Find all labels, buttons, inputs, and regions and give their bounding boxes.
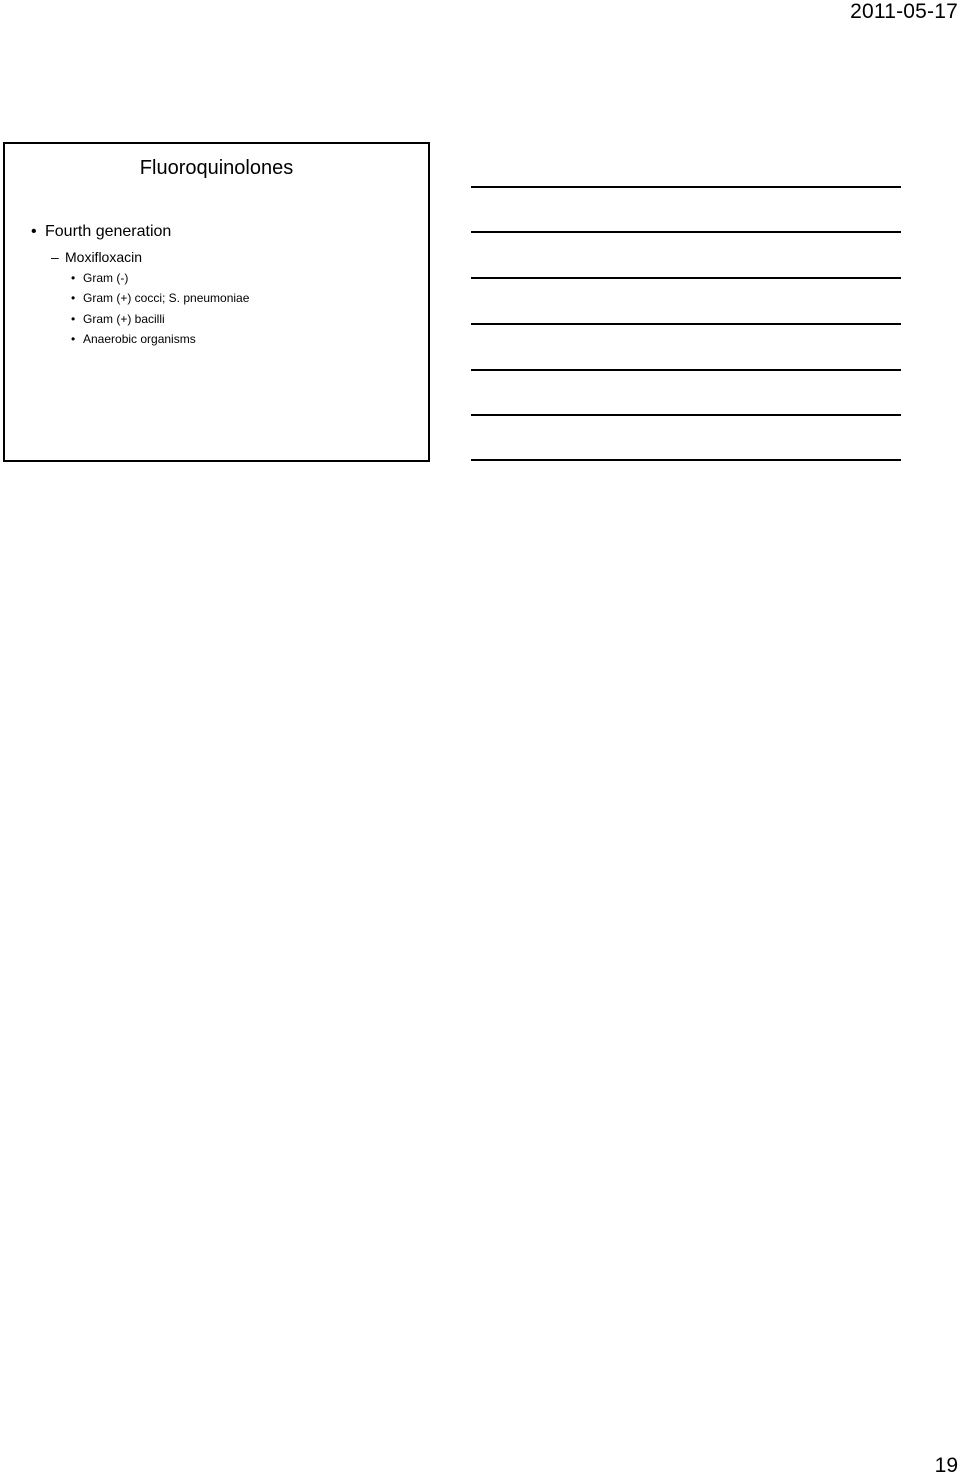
bullet-text: Moxifloxacin bbox=[65, 249, 143, 265]
bullet-level1 bbox=[31, 222, 171, 242]
bullet-marker: • bbox=[71, 271, 76, 285]
bullet-text: Gram (+) bacilli bbox=[83, 312, 165, 326]
bullet-marker: • bbox=[71, 291, 76, 305]
page-number: 19 bbox=[934, 1454, 958, 1477]
bullet-text: Gram (-) bbox=[83, 271, 129, 285]
slide-thumbnail bbox=[3, 142, 430, 462]
bullet-level2 bbox=[51, 248, 142, 266]
bullet-level3 bbox=[71, 311, 165, 327]
slide-title: Fluoroquinolones bbox=[139, 157, 294, 179]
bullet-marker: • bbox=[31, 223, 37, 240]
bullet-level3 bbox=[71, 270, 128, 286]
note-line bbox=[471, 231, 901, 233]
page-date: 2011-05-17 bbox=[850, 0, 958, 23]
note-line bbox=[471, 277, 901, 279]
bullet-text: Fourth generation bbox=[45, 223, 172, 240]
bullet-level3 bbox=[71, 331, 196, 347]
dash-marker: – bbox=[51, 249, 59, 265]
note-line bbox=[471, 323, 901, 325]
bullet-text: Gram (+) cocci; S. pneumoniae bbox=[83, 291, 250, 305]
note-line bbox=[471, 186, 901, 188]
bullet-marker: • bbox=[71, 332, 76, 346]
bullet-text: Anaerobic organisms bbox=[83, 332, 196, 346]
note-line bbox=[471, 369, 901, 371]
bullet-level3 bbox=[71, 290, 249, 306]
bullet-marker: • bbox=[71, 312, 76, 326]
note-line bbox=[471, 414, 901, 416]
note-line bbox=[471, 459, 901, 461]
